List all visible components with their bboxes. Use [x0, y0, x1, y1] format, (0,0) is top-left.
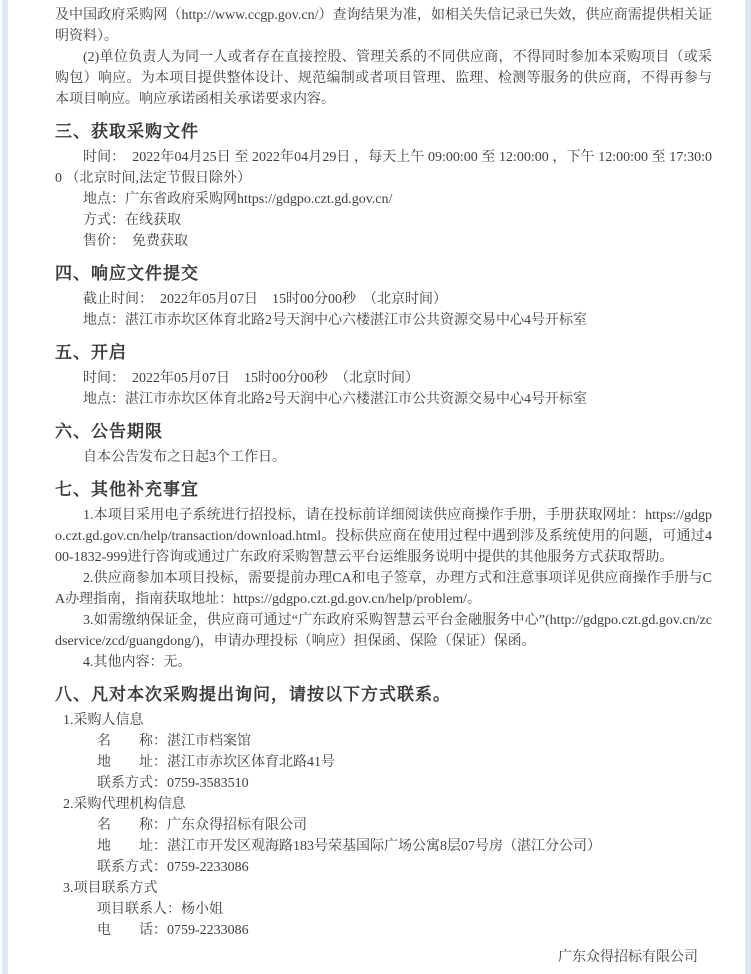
agency-address-row: [55, 836, 712, 857]
field-label: 地 址：: [97, 839, 167, 854]
s7-paragraph-2: 2.供应商参加本项目投标，需要提前办理CA和电子签章，办理方式和注意事项详见供应商操作手册与CA办理指南，指南获取地址：https://gdgpo.czt.gd.gov.cn/help/problem/。: [55, 571, 712, 607]
field-value: 湛江市档案馆: [167, 734, 251, 749]
s7-paragraph-3: 3.如需缴纳保证金，供应商可通过“广东政府采购智慧云平台金融服务中心”(http://gdgpo.czt.gd.gov.cn/zcdservice/zcd/guangdong/)，申请办理投标（响应）担保函、保险（保证）保函。: [55, 613, 712, 649]
field-value: 0759-2233086: [167, 923, 249, 938]
field-label: 名 称：: [97, 818, 167, 833]
agency-info-title: 2.采购代理机构信息: [63, 797, 186, 812]
s3-location-line: 地点：广东省政府采购网https://gdgpo.czt.gd.gov.cn/: [83, 192, 393, 207]
field-label: 地 址：: [97, 755, 167, 770]
section-5-heading: 五、开启: [55, 343, 127, 362]
field-label: 电 话：: [97, 923, 167, 938]
s3-price-line: 售价： 免费获取: [83, 234, 188, 249]
project-contact-person-row: [55, 899, 712, 920]
field-label: 联系方式：: [97, 860, 167, 875]
project-contact-title: 3.项目联系方式: [63, 881, 158, 896]
clause-2-paragraph: (2)单位负责人为同一人或者存在直接控股、管理关系的不同供应商，不得同时参加本采购项目（或采购包）响应。为本项目提供整体设计、规范编制或者项目管理、监理、检测等服务的供应商，不得再参与本项目响应。响应承诺函相关承诺要求内容。: [55, 50, 712, 107]
s3-method-line: 方式：在线获取: [83, 213, 181, 228]
agency-name-row: [55, 815, 712, 836]
document-content: [9, 0, 745, 974]
field-value: 0759-3583510: [167, 776, 249, 791]
s4-location-line: 地点：湛江市赤坎区体育北路2号天润中心六楼湛江市公共资源交易中心4号开标室: [83, 313, 587, 328]
field-label: 名 称：: [97, 734, 167, 749]
section-4-heading: 四、响应文件提交: [55, 264, 199, 283]
section-7-heading: 七、其他补充事宜: [55, 480, 199, 499]
s7-paragraph-4: 4.其他内容：无。: [83, 655, 192, 670]
signature-company-name: 广东众得招标有限公司: [558, 950, 698, 965]
purchaser-info-title: 1.采购人信息: [63, 713, 144, 728]
s7-paragraph-1: 1.本项目采用电子系统进行招投标，请在投标前详细阅读供应商操作手册，手册获取网址：https://gdgpo.czt.gd.gov.cn/help/transaction/download.html。投标供应商在使用过程中遇到涉及系统使用的问题，可通过400-1832-999进行咨询或通过广东政府采购智慧云平台运维服务说明中提供的其他服务方式获取帮助。: [55, 508, 712, 565]
section-8-heading: 八、凡对本次采购提出询问，请按以下方式联系。: [55, 685, 451, 704]
purchaser-phone-row: [55, 773, 712, 794]
page-right-margin-strip: [745, 0, 751, 974]
s5-time-line: 时间： 2022年05月07日 15时00分00秒 （北京时间）: [83, 371, 419, 386]
s6-duration-line: 自本公告发布之日起3个工作日。: [83, 450, 286, 465]
field-label: 联系方式：: [97, 776, 167, 791]
field-value: 湛江市开发区观海路183号荣基国际广场公寓8层07号房（湛江分公司）: [167, 839, 601, 854]
s4-deadline-line: 截止时间： 2022年05月07日 15时00分00秒 （北京时间）: [83, 292, 447, 307]
section-3-heading: 三、获取采购文件: [55, 122, 199, 141]
page-left-margin-strip: [0, 0, 8, 974]
field-value: 杨小姐: [181, 902, 223, 917]
agency-phone-row: [55, 857, 712, 878]
intro-continuation-paragraph: 及中国政府采购网（http://www.ccgp.gov.cn/）查询结果为准，如相关失信记录已失效，供应商需提供相关证明资料）。: [55, 8, 712, 44]
section-6-heading: 六、公告期限: [55, 422, 163, 441]
s3-time-line: 时间： 2022年04月25日 至 2022年04月29日 ，每天上午 09:00:00 至 12:00:00 ，下午 12:00:00 至 17:30:00 （北京时间,法定节假日除外）: [55, 150, 712, 186]
field-label: 项目联系人：: [97, 902, 181, 917]
s5-location-line: 地点：湛江市赤坎区体育北路2号天润中心六楼湛江市公共资源交易中心4号开标室: [83, 392, 587, 407]
purchaser-name-row: [55, 731, 712, 752]
field-value: 湛江市赤坎区体育北路41号: [167, 755, 335, 770]
field-value: 0759-2233086: [167, 860, 249, 875]
project-contact-phone-row: [55, 920, 712, 941]
field-value: 广东众得招标有限公司: [167, 818, 307, 833]
purchaser-address-row: [55, 752, 712, 773]
